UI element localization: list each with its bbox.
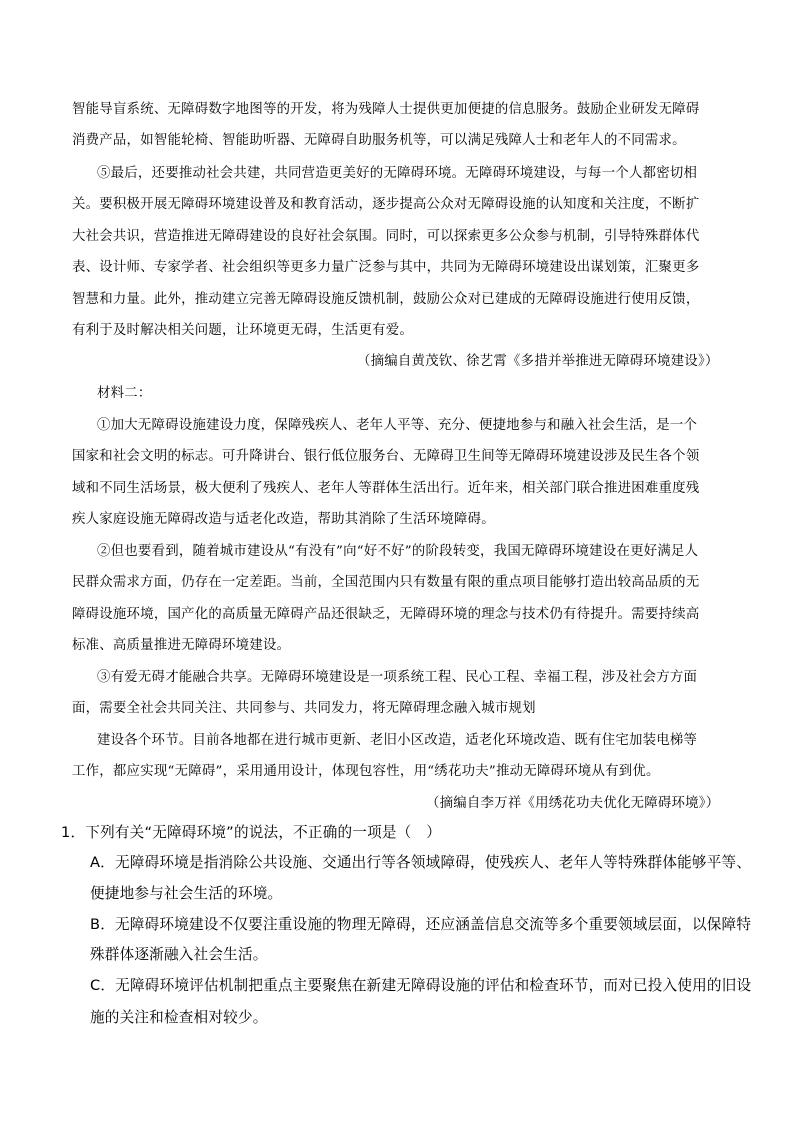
option-b-continued: 殊群体逐渐融入社会生活。 <box>90 946 268 963</box>
passage-line: ③有爱无碍才能融合共享。无障碍环境建设是一项系统工程、民心工程、幸福工程，涉及社会方方面 <box>97 670 698 685</box>
passage-line: 建设各个环节。目前各地都在进行城市更新、老旧小区改造，适老化环境改造、既有住宅加装电梯等 <box>97 733 698 748</box>
passage-line: ⑤最后，还要推动社会共建，共同营造更美好的无障碍环境。无障碍环境建设，与每一个人都密切相 <box>97 166 698 181</box>
passage-source: （摘编自李万祥《用绣花功夫优化无障碍环境》） <box>426 796 720 811</box>
passage-line: 域和不同生活场景，极大便利了残疾人、老年人等群体生活出行。近年来，相关部门联合推进困难重度残 <box>72 481 700 496</box>
passage-line: 工作，都应实现“无障碍”，采用通用设计，体现包容性，用“绣花功夫”推动无障碍环境从有到优。 <box>72 764 660 779</box>
passage-line: 民群众需求方面，仍存在一定差距。当前，全国范围内只有数量有限的重点项目能够打造出较高品质的无 <box>72 575 700 590</box>
material-heading: 材料二： <box>97 386 152 401</box>
passage-line: 国家和社会文明的标志。可升降讲台、银行低位服务台、无障碍卫生间等无障碍环境建设涉及民生各个领 <box>72 449 700 464</box>
option-a: A．无障碍环境是指消除公共设施、交通出行等各领域障碍，使残疾人、老年人等特殊群体能够平等、 <box>90 854 752 871</box>
passage-line: 疾人家庭设施无障碍改造与适老化改造，帮助其消除了生活环境障碍。 <box>72 512 495 527</box>
option-b: B．无障碍环境建设不仅要注重设施的物理无障碍，还应涵盖信息交流等多个重要领域层面，以保障特 <box>90 916 752 933</box>
passage-line: ②但也要看到，随着城市建设从“有没有”向“好不好”的阶段转变，我国无障碍环境建设在更好满足人 <box>97 544 699 559</box>
passage-line: 智能导盲系统、无障碍数字地图等的开发，将为残障人士提供更加便捷的信息服务。鼓励企业研发无障碍 <box>72 102 700 117</box>
passage-line: 表、设计师、专家学者、社会组织等更多力量广泛参与其中，共同为无障碍环境建设出谋划策，汇聚更多 <box>72 260 700 275</box>
passage-line: 标准、高质量推进无障碍环境建设。 <box>72 638 291 653</box>
option-a-continued: 便捷地参与社会生活的环境。 <box>90 885 283 902</box>
passage-line: 面，需要全社会共同关注、共同参与、共同发力，将无障碍理念融入城市规划 <box>72 701 536 716</box>
passage-line: 智慧和力量。此外，推动建立完善无障碍设施反馈机制，鼓励公众对已建成的无障碍设施进行使用反馈， <box>72 292 700 307</box>
option-c-continued: 施的关注和检查相对较少。 <box>90 1009 268 1026</box>
passage-line: 关。要积极开展无障碍环境建设普及和教育活动，逐步提高公众对无障碍设施的认知度和关注度，不断扩 <box>72 197 700 212</box>
passage-line: ①加大无障碍设施建设力度，保障残疾人、老年人平等、充分、便捷地参与和融入社会生活，是一个 <box>97 418 698 433</box>
option-c: C．无障碍环境评估机制把重点主要聚焦在新建无障碍设施的评估和检查环节，而对已投入使用的旧设 <box>90 977 752 994</box>
passage-line: 大社会共识，营造推进无障碍建设的良好社会氛围。同时，可以探索更多公众参与机制，引导特殊群体代 <box>72 229 700 244</box>
passage-source: （摘编自黄茂钦、徐艺霄《多措并举推进无障碍环境建设》） <box>357 354 719 369</box>
passage-line: 障碍设施环境，国产化的高质量无障碍产品还很缺乏，无障碍环境的理念与技术仍有待提升。需要持续高 <box>72 607 700 622</box>
question-stem: 1．下列有关“无障碍环境”的说法，不正确的一项是（ ） <box>61 824 442 841</box>
passage-line: 消费产品，如智能轮椅、智能助听器、无障碍自助服务机等，可以满足残障人士和老年人的不同需求。 <box>72 133 686 148</box>
passage-line: 有利于及时解决相关问题，让环境更无碍，生活更有爱。 <box>72 323 414 338</box>
